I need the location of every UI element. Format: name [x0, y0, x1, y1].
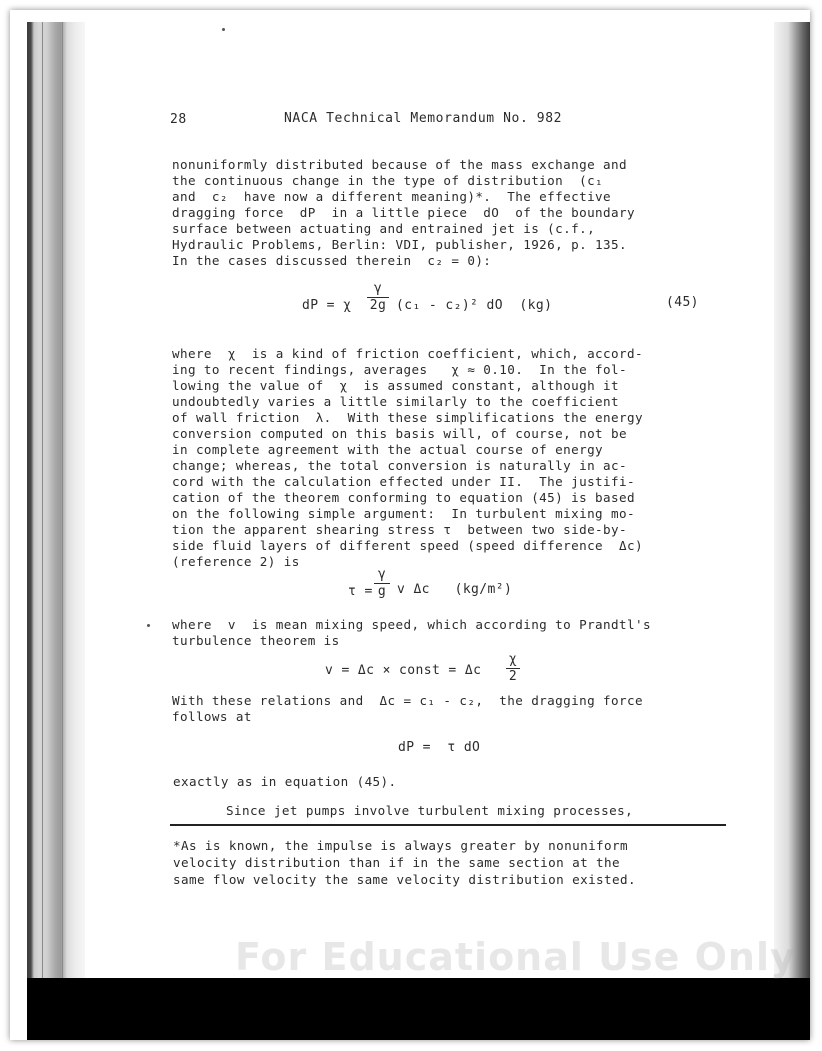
text-line: tion the apparent shearing stress τ between two side-by-: [172, 522, 627, 537]
fraction-denominator: g: [377, 584, 387, 599]
text-line: nonuniformly distributed because of the mass exchange and: [172, 157, 627, 172]
text-line: In the cases discussed therein c₂ = 0):: [172, 253, 492, 268]
text-line: cord with the calculation effected under II. The justifi-: [172, 474, 635, 489]
text-line: conversion computed on this basis will, of course, not be: [172, 426, 627, 441]
page-header-title: NACA Technical Memorandum No. 982: [284, 111, 563, 126]
equation-lhs: τ =: [348, 584, 373, 599]
equation-number: (45): [666, 295, 699, 310]
text-line: where χ is a kind of friction coefficient, which, accord-: [172, 346, 643, 361]
scanned-page: [10, 10, 810, 1040]
text-line: follows at: [172, 709, 252, 724]
text-line: on the following simple argument: In turbulent mixing mo-: [172, 506, 635, 521]
text-line: side fluid layers of different speed (speed difference Δc): [172, 538, 643, 553]
fraction-numerator: γ: [373, 281, 383, 296]
equation-fraction: [367, 282, 389, 313]
fraction-denominator: 2: [508, 669, 518, 684]
text-line: turbulence theorem is: [172, 633, 340, 648]
footnote-line: same flow velocity the same velocity distribution existed.: [173, 872, 636, 887]
equation-rhs: (c₁ - c₂)² dO (kg): [396, 298, 553, 313]
footnote-line: *As is known, the impulse is always greater by nonuniform: [173, 838, 628, 853]
scan-speck: [147, 624, 150, 627]
fraction-denominator: 2g: [369, 298, 387, 313]
text-line: undoubtedly varies a little similarly to the coefficient: [172, 394, 619, 409]
equation-fraction: [374, 568, 390, 599]
footnote-line: velocity distribution than if in the same section at the: [173, 855, 620, 870]
page-number: 28: [170, 112, 187, 127]
equation-rhs: v Δc (kg/m²): [397, 582, 513, 597]
text-line: cation of the theorem conforming to equation (45) is based: [172, 490, 635, 505]
text-line: in complete agreement with the actual course of energy: [172, 442, 604, 457]
fraction-numerator: χ: [508, 652, 518, 667]
text-line: dragging force dP in a little piece dO of the boundary: [172, 205, 635, 220]
watermark: For Educational Use Only: [235, 935, 796, 979]
equation-lhs: v = Δc × const = Δc: [325, 663, 482, 678]
text-line: lowing the value of χ is assumed constant, although it: [172, 378, 619, 393]
text-line: the continuous change in the type of distribution (c₁: [172, 173, 604, 188]
page-content: [10, 10, 810, 1040]
text-line: Hydraulic Problems, Berlin: VDI, publisher, 1926, p. 135.: [172, 237, 627, 252]
text-line: where v is mean mixing speed, which according to Prandtl's: [172, 617, 651, 632]
text-line: exactly as in equation (45).: [173, 774, 397, 789]
footnote-separator: [170, 824, 726, 826]
text-line: surface between actuating and entrained jet is (c.f.,: [172, 221, 596, 236]
text-line: of wall friction λ. With these simplifications the energy: [172, 410, 643, 425]
text-line: change; whereas, the total conversion is naturally in ac-: [172, 458, 627, 473]
text-line: With these relations and Δc = c₁ - c₂, the dragging force: [172, 693, 643, 708]
text-line: Since jet pumps involve turbulent mixing processes,: [226, 803, 634, 818]
equation-fraction: [506, 653, 520, 684]
equation-lhs: dP = χ: [302, 298, 352, 313]
text-line: (reference 2) is: [172, 554, 300, 569]
equation-dragging-force: dP = τ dO: [398, 740, 481, 755]
fraction-numerator: γ: [377, 567, 387, 582]
scan-speck: [222, 28, 225, 31]
text-line: and c₂ have now a different meaning)*. The effective: [172, 189, 612, 204]
text-line: ing to recent findings, averages χ ≈ 0.10. In the fol-: [172, 362, 627, 377]
